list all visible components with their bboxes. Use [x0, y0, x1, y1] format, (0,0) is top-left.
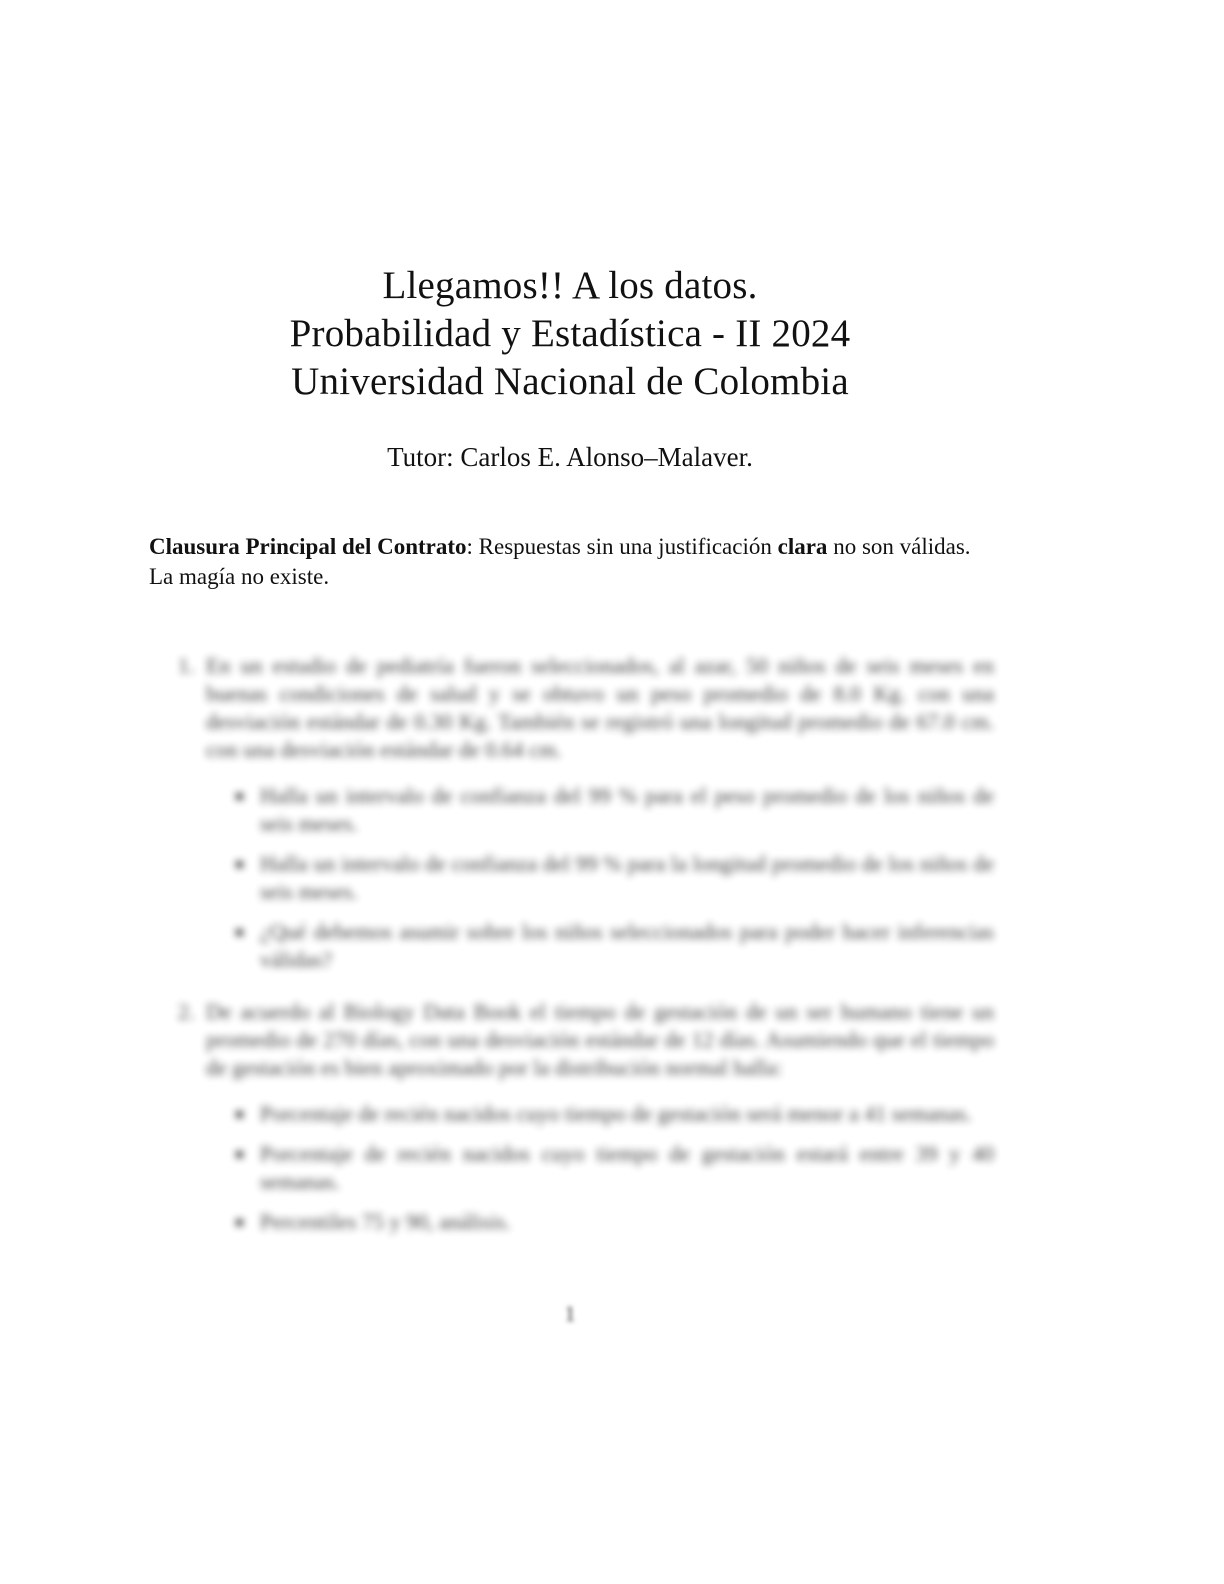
contract-clause	[149, 532, 999, 592]
exercise-1	[178, 652, 994, 974]
title-line-3: Universidad Nacional de Colombia	[291, 360, 849, 403]
title-line-1: Llegamos!! A los datos.	[382, 264, 758, 307]
document-title	[0, 262, 1140, 406]
clause-emphasis: clara	[777, 534, 828, 559]
author-line: Tutor: Carlos E. Alonso–Malaver.	[387, 442, 753, 472]
exercise-2-items	[206, 1100, 994, 1236]
bullet-icon	[236, 929, 243, 936]
list-item-text: Halla un intervalo de confianza del 99 % para la longitud promedio de los niños de seis meses.	[260, 851, 994, 904]
bullet-icon	[236, 1111, 243, 1118]
clause-text-part1: : Respuestas sin una justificación	[466, 534, 778, 559]
list-item	[234, 1100, 994, 1128]
bullet-icon	[236, 793, 243, 800]
exercise-number: 1.	[178, 653, 195, 678]
list-item-text: Percentiles 75 y 90, análisis.	[260, 1209, 511, 1234]
title-line-2: Probabilidad y Estadística - II 2024	[289, 312, 851, 355]
list-item	[234, 1208, 994, 1236]
list-item	[234, 850, 994, 906]
bullet-icon	[236, 861, 243, 868]
exercise-text: En un estudio de pediatría fueron seleccionados, al azar, 50 niños de seis meses en buenas condiciones de salud y se obtuvo un peso promedio de 8.0 Kg. con una desviación estándar de 0.30 Kg. También se registró una longitud promedio de 67.0 cm. con una desviación estándar de 0.64 cm.	[206, 653, 994, 762]
exercise-text: De acuerdo al Biology Data Book el tiempo de gestación de un ser humano tiene un promedio de 270 días, con una desviación estándar de 12 días. Asumiendo que el tiempo de gestación es bien aproximado por la distribución normal halla:	[206, 999, 994, 1080]
bullet-icon	[236, 1219, 243, 1226]
list-item-text: ¿Qué debemos asumir sobre los niños seleccionados para poder hacer inferencias válidas?	[260, 919, 994, 972]
list-item-text: Porcentaje de recién nacidos cuyo tiempo de gestación será menor a 41 semanas.	[260, 1101, 972, 1126]
clause-label: Clausura Principal del Contrato	[149, 534, 467, 559]
list-item	[234, 782, 994, 838]
exercise-number: 2.	[178, 999, 195, 1024]
bullet-icon	[236, 1151, 243, 1158]
list-item	[234, 918, 994, 974]
exercise-1-items	[206, 782, 994, 974]
page-number: 1	[564, 1301, 576, 1326]
clause-text-part2: no son válidas. La magía no existe.	[149, 534, 971, 589]
list-item	[234, 1140, 994, 1196]
list-item-text: Halla un intervalo de confianza del 99 % para el peso promedio de los niños de seis meses.	[260, 783, 994, 836]
list-item-text: Porcentaje de recién nacidos cuyo tiempo de gestación estará entre 39 y 40 semanas.	[260, 1141, 994, 1194]
exercise-2	[178, 998, 994, 1236]
exercise-list	[178, 652, 994, 1248]
